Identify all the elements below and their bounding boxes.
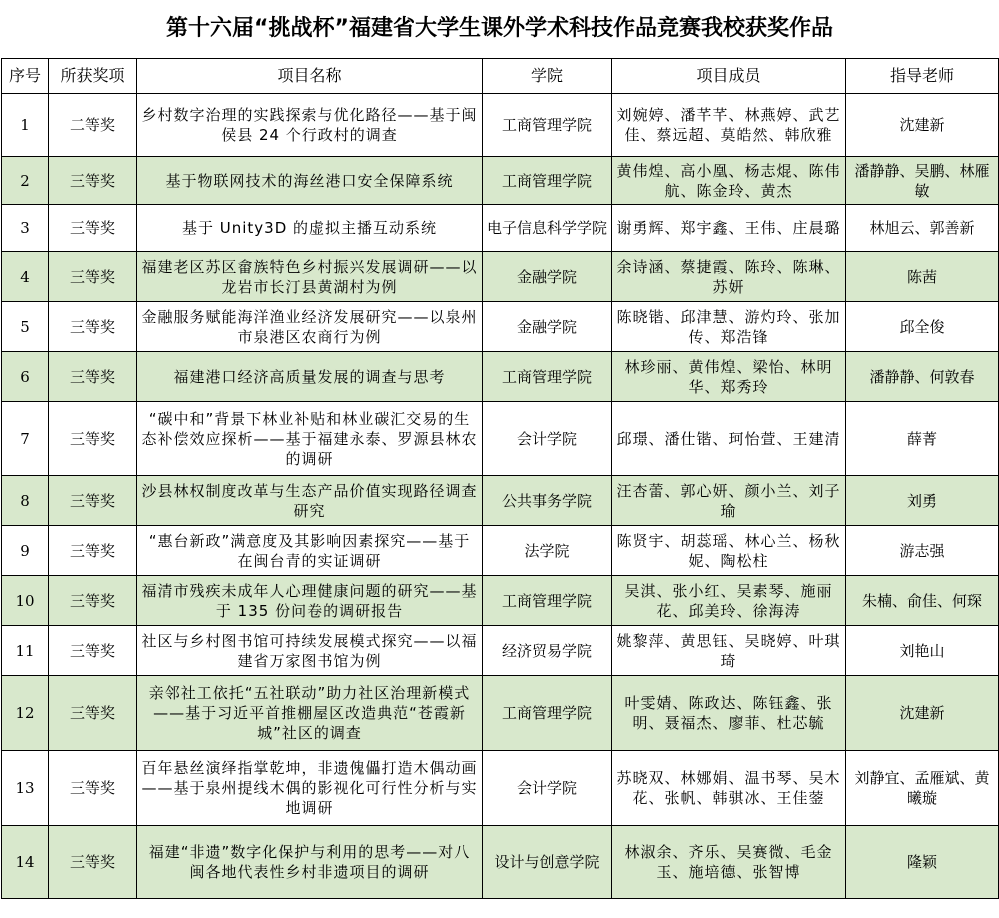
cell-advisor: 沈建新 <box>846 94 999 157</box>
cell-college: 会计学院 <box>483 402 612 476</box>
header-advisor: 指导老师 <box>846 59 999 94</box>
cell-no: 10 <box>2 576 49 626</box>
cell-award: 三等奖 <box>49 576 137 626</box>
cell-award: 三等奖 <box>49 402 137 476</box>
cell-award: 三等奖 <box>49 252 137 302</box>
cell-members: 余诗涵、蔡捷霞、陈玲、陈琳、苏妍 <box>612 252 846 302</box>
cell-members: 姚黎萍、黄思钰、吴晓婷、叶琪琦 <box>612 626 846 676</box>
table-row <box>2 302 999 352</box>
cell-no: 9 <box>2 526 49 576</box>
table-row <box>2 205 999 252</box>
header-no: 序号 <box>2 59 49 94</box>
table-row <box>2 402 999 476</box>
table-row <box>2 826 999 899</box>
table-header-row <box>2 59 999 94</box>
cell-no: 4 <box>2 252 49 302</box>
cell-advisor: 潘静静、吴鹏、林雁敏 <box>846 157 999 205</box>
table-row <box>2 526 999 576</box>
cell-no: 13 <box>2 751 49 826</box>
cell-project: 福建港口经济高质量发展的调查与思考 <box>137 352 483 402</box>
cell-project: 基于物联网技术的海丝港口安全保障系统 <box>137 157 483 205</box>
cell-members: 谢勇辉、郑宇鑫、王伟、庄晨璐 <box>612 205 846 252</box>
cell-college: 金融学院 <box>483 252 612 302</box>
cell-no: 8 <box>2 476 49 526</box>
cell-award: 三等奖 <box>49 302 137 352</box>
cell-advisor: 邱全俊 <box>846 302 999 352</box>
cell-award: 三等奖 <box>49 205 137 252</box>
cell-advisor: 薛菁 <box>846 402 999 476</box>
page-title: 第十六届“挑战杯”福建省大学生课外学术科技作品竞赛我校获奖作品 <box>166 16 833 41</box>
cell-advisor: 隆颖 <box>846 826 999 899</box>
cell-award: 三等奖 <box>49 826 137 899</box>
header-members: 项目成员 <box>612 59 846 94</box>
cell-advisor: 刘静宜、孟雁斌、黄曦璇 <box>846 751 999 826</box>
cell-members: 邱璟、潘仕锴、珂怡萱、王建清 <box>612 402 846 476</box>
cell-advisor: 潘静静、何敦春 <box>846 352 999 402</box>
cell-members: 林珍丽、黄伟煌、梁怡、林明华、郑秀玲 <box>612 352 846 402</box>
cell-college: 工商管理学院 <box>483 157 612 205</box>
cell-award: 三等奖 <box>49 352 137 402</box>
cell-members: 吴淇、张小红、吴素琴、施丽花、邱美玲、徐海涛 <box>612 576 846 626</box>
cell-award: 三等奖 <box>49 476 137 526</box>
cell-project: 乡村数字治理的实践探索与优化路径——基于闽侯县 24 个行政村的调查 <box>137 94 483 157</box>
cell-project: 亲邻社工依托“五社联动”助力社区治理新模式——基于习近平首推棚屋区改造典范“苍霞新城”社区的调查 <box>137 676 483 751</box>
cell-college: 工商管理学院 <box>483 352 612 402</box>
cell-project: “惠台新政”满意度及其影响因素探究——基于在闽台青的实证调研 <box>137 526 483 576</box>
cell-members: 汪杏蕾、郭心妍、颜小兰、刘子瑜 <box>612 476 846 526</box>
cell-members: 陈贤宇、胡蕊瑶、林心兰、杨秋妮、陶松柱 <box>612 526 846 576</box>
header-college: 学院 <box>483 59 612 94</box>
table-row <box>2 626 999 676</box>
cell-no: 12 <box>2 676 49 751</box>
cell-project: 沙县林权制度改革与生态产品价值实现路径调查研究 <box>137 476 483 526</box>
cell-advisor: 游志强 <box>846 526 999 576</box>
cell-no: 2 <box>2 157 49 205</box>
cell-project: 金融服务赋能海洋渔业经济发展研究——以泉州市泉港区农商行为例 <box>137 302 483 352</box>
awards-table <box>1 58 999 899</box>
table-row <box>2 576 999 626</box>
cell-project: “碳中和”背景下林业补贴和林业碳汇交易的生态补偿效应探析——基于福建永泰、罗源县林农的调研 <box>137 402 483 476</box>
cell-college: 电子信息科学学院 <box>483 205 612 252</box>
cell-advisor: 刘艳山 <box>846 626 999 676</box>
cell-members: 叶雯婧、陈政达、陈钰鑫、张明、聂福杰、廖菲、杜芯毓 <box>612 676 846 751</box>
cell-college: 经济贸易学院 <box>483 626 612 676</box>
table-row <box>2 476 999 526</box>
table-row <box>2 94 999 157</box>
cell-no: 3 <box>2 205 49 252</box>
cell-members: 刘婉婷、潘芊芊、林燕婷、武艺佳、蔡远超、莫皓然、韩欣雅 <box>612 94 846 157</box>
cell-no: 1 <box>2 94 49 157</box>
cell-project: 社区与乡村图书馆可持续发展模式探究——以福建省万家图书馆为例 <box>137 626 483 676</box>
cell-project: 福建老区苏区畲族特色乡村振兴发展调研——以龙岩市长汀县黄湖村为例 <box>137 252 483 302</box>
table-row <box>2 751 999 826</box>
cell-advisor: 林旭云、郭善新 <box>846 205 999 252</box>
cell-project: 百年悬丝演绎指掌乾坤，非遗傀儡打造木偶动画——基于泉州提线木偶的影视化可行性分析与实地调研 <box>137 751 483 826</box>
cell-college: 工商管理学院 <box>483 576 612 626</box>
table-row <box>2 676 999 751</box>
cell-college: 会计学院 <box>483 751 612 826</box>
cell-members: 林淑余、齐乐、吴赛微、毛金玉、施培德、张智博 <box>612 826 846 899</box>
cell-advisor: 沈建新 <box>846 676 999 751</box>
table-row <box>2 157 999 205</box>
cell-college: 设计与创意学院 <box>483 826 612 899</box>
cell-award: 三等奖 <box>49 526 137 576</box>
cell-college: 金融学院 <box>483 302 612 352</box>
cell-award: 三等奖 <box>49 626 137 676</box>
cell-no: 5 <box>2 302 49 352</box>
cell-award: 三等奖 <box>49 751 137 826</box>
table-row <box>2 252 999 302</box>
cell-award: 三等奖 <box>49 676 137 751</box>
cell-advisor: 刘勇 <box>846 476 999 526</box>
cell-project: 福建“非遗”数字化保护与利用的思考——对八闽各地代表性乡村非遗项目的调研 <box>137 826 483 899</box>
cell-college: 工商管理学院 <box>483 676 612 751</box>
cell-college: 法学院 <box>483 526 612 576</box>
cell-advisor: 陈茜 <box>846 252 999 302</box>
cell-college: 工商管理学院 <box>483 94 612 157</box>
cell-no: 6 <box>2 352 49 402</box>
cell-no: 7 <box>2 402 49 476</box>
cell-members: 黄伟煌、高小凰、杨志焜、陈伟航、陈金玲、黄杰 <box>612 157 846 205</box>
header-award: 所获奖项 <box>49 59 137 94</box>
cell-no: 14 <box>2 826 49 899</box>
table-row <box>2 352 999 402</box>
cell-no: 11 <box>2 626 49 676</box>
cell-award: 三等奖 <box>49 157 137 205</box>
cell-project: 福清市残疾未成年人心理健康问题的研究——基于 135 份问卷的调研报告 <box>137 576 483 626</box>
header-project: 项目名称 <box>137 59 483 94</box>
cell-advisor: 朱楠、俞佳、何琛 <box>846 576 999 626</box>
cell-members: 陈晓锴、邱津慧、游灼玲、张加传、郑浩锋 <box>612 302 846 352</box>
cell-members: 苏晓双、林娜娟、温书琴、吴木花、张帆、韩骐冰、王佳蓥 <box>612 751 846 826</box>
cell-college: 公共事务学院 <box>483 476 612 526</box>
cell-award: 二等奖 <box>49 94 137 157</box>
cell-project: 基于 Unity3D 的虚拟主播互动系统 <box>137 205 483 252</box>
